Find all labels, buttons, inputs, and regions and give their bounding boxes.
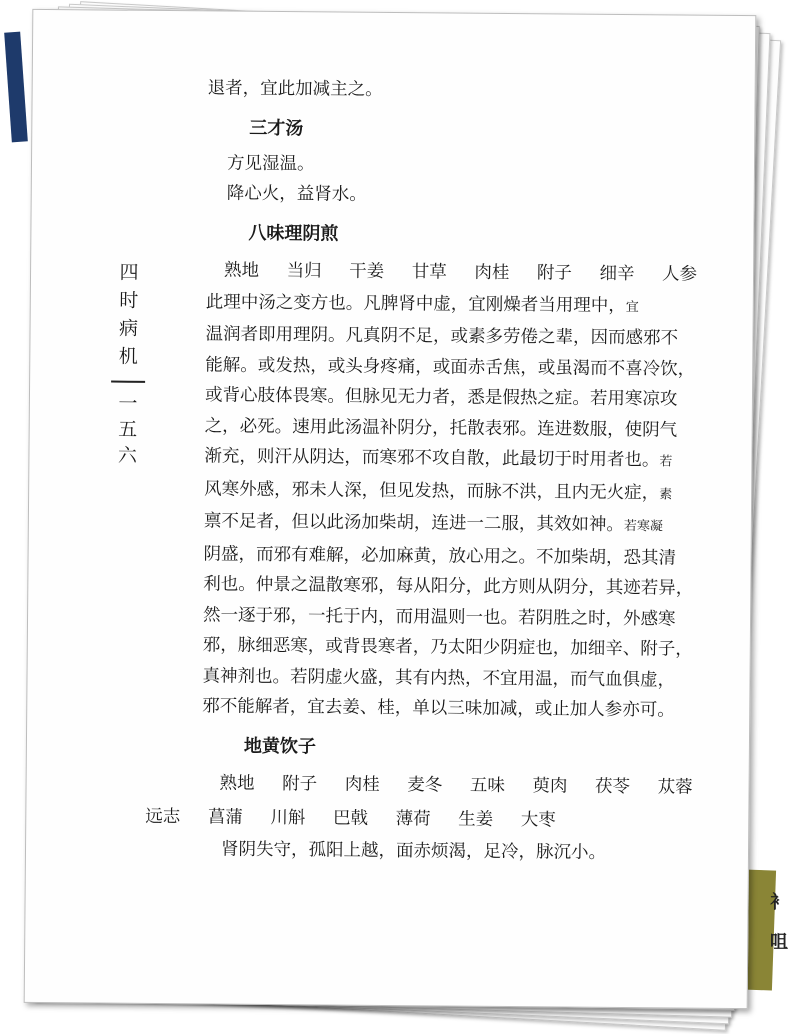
- body-line: 邪不能解者，宜去姜、桂，单以三味加减，或止加人参亦可。: [202, 696, 675, 721]
- body-line: 邪，脉细恶寒，或背畏寒者，乃太阳少阴症也，加细辛、附子，: [202, 635, 693, 660]
- body-line: 肾阴失守，孤阳上越，面赤烦渴，足冷，脉沉小。: [220, 839, 607, 863]
- edge-glyph: 衤: [770, 892, 788, 913]
- ingredient: 五味: [469, 775, 505, 796]
- section-heading: 三才汤: [249, 117, 304, 139]
- ingredient: 薄荷: [395, 808, 431, 829]
- ingredient: 人参: [662, 263, 698, 285]
- body-line: 禀不足者，但以此汤加柴胡，连进一二服，其效如神。若寒凝: [203, 511, 663, 536]
- ingredient: 熟地: [223, 260, 260, 281]
- body-line: 降心火，益肾水。: [226, 183, 367, 205]
- body-line: 或背心肢体畏寒。但脉见无力者，悉是假热之症。若用寒凉攻: [204, 385, 678, 410]
- page-number: 一 五 六: [117, 392, 138, 467]
- body-line: 之，必死。速用此汤温补阴分，托散表邪。连进数服，使阴气: [204, 415, 678, 441]
- ingredient: 川斛: [270, 807, 306, 828]
- ingredient: 干姜: [349, 261, 385, 282]
- margin-rule: [111, 381, 145, 383]
- ingredient: 茯苓: [594, 776, 631, 797]
- body-line: 能解。或发热，或头身疼痛，或面赤舌焦，或虽渴而不喜冷饮，: [205, 354, 696, 380]
- ingredient: 当归: [286, 260, 322, 281]
- ingredient: 熟地: [219, 773, 255, 794]
- body-line: 此理中汤之变方也。凡脾肾中虚，宜刚燥者当用理中，宜: [205, 291, 639, 316]
- ingredient: 附子: [282, 773, 318, 794]
- ingredient: 肉桂: [344, 774, 380, 795]
- book-page: [24, 9, 757, 1009]
- body-line: 阴盛，而邪有难解，必加麻黄，放心用之。不加柴胡，恐其清: [203, 543, 677, 568]
- ingredient: 远志: [145, 806, 181, 827]
- ingredient: 萸肉: [532, 775, 568, 797]
- ingredient-list: [206, 253, 698, 291]
- opening-line: 退者，宜此加减主之。: [207, 78, 383, 100]
- ingredient: 麦冬: [407, 774, 443, 795]
- ingredient-list: [201, 766, 693, 804]
- ingredient: 大枣: [520, 809, 556, 830]
- body-line: 真神剂也。若阴虚火盛，其有内热，不宜用温，而气血俱虚，: [202, 665, 676, 690]
- page-margin: [107, 259, 149, 469]
- ingredient: 附子: [536, 262, 573, 284]
- ingredient: 巴戟: [332, 808, 369, 829]
- section-heading: 八味理阴煎: [248, 222, 339, 245]
- ingredient: 细辛: [599, 263, 635, 284]
- body-line: 温润者即用理阴。凡真阴不足，或素多劳倦之辈，因而感邪不: [205, 324, 679, 349]
- back-cover-edge: [4, 32, 28, 143]
- body-line: 然一逐于邪，一托于内，而用温则一也。若阴胜之时，外感寒: [202, 604, 676, 629]
- body-line: 渐充，则汗从阴达，而寒邪不攻自散，此最切于时用者也。若: [204, 446, 673, 471]
- ingredient-list: [145, 799, 671, 838]
- body-line: 方见湿温。: [226, 153, 315, 174]
- body-line: 风寒外感，邪未人深，但见发热，而脉不洪，且内无火症，素: [204, 478, 673, 503]
- running-title: 四 时 病 机: [118, 261, 139, 368]
- ingredient: 生姜: [458, 809, 494, 830]
- ingredient: 肉桂: [474, 262, 510, 283]
- ingredient: 菖蒲: [207, 806, 243, 828]
- ingredient: 甘草: [411, 261, 447, 282]
- section-heading: 地黄饮子: [243, 735, 317, 757]
- ingredient: 苁蓉: [657, 776, 693, 798]
- body-line: 利也。仲景之温散寒邪，每从阳分，此方则从阴分，其迹若异，: [203, 574, 694, 599]
- edge-glyph: 咀: [770, 932, 788, 953]
- page-body: [145, 73, 698, 868]
